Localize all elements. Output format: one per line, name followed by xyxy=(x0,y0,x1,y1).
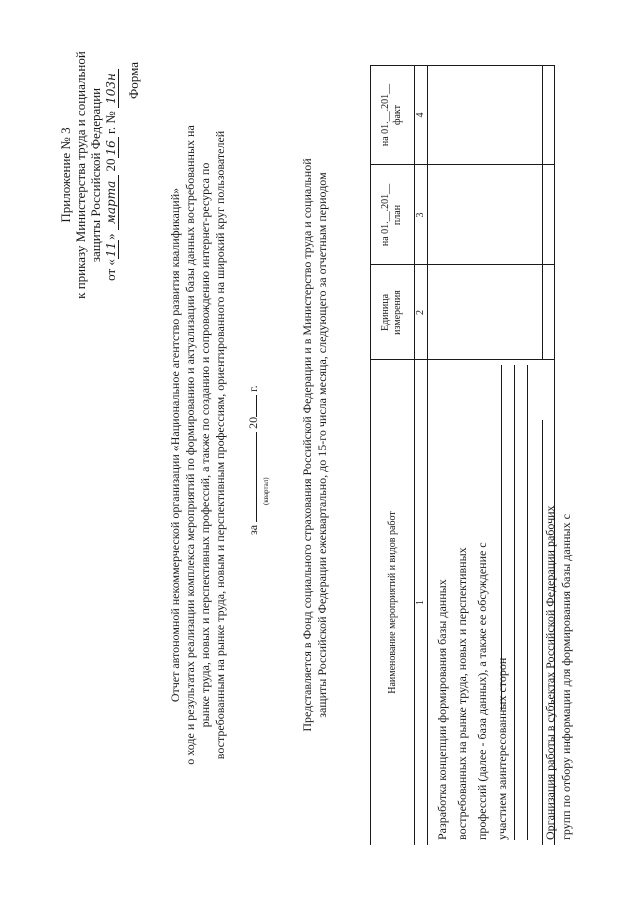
row1-line4: участием заинтересованных сторон xyxy=(495,657,509,840)
col-number-4: 4 xyxy=(415,112,426,118)
date-month: марта xyxy=(104,175,119,230)
date-day: 11 xyxy=(104,241,118,258)
order-date-line xyxy=(103,45,119,305)
submission-note-line1: Представляется в Фонд социального страхования Российской Федерации и в Министерство труда и социальной xyxy=(300,158,314,732)
table-row-2-text xyxy=(542,360,574,840)
period-hint: (квартал) xyxy=(262,477,270,505)
date-mid: » xyxy=(103,233,118,240)
row1-blank-line xyxy=(527,365,528,840)
table-numbers-divider xyxy=(427,65,428,845)
row1-line1: Разработка концепции формирования базы данных xyxy=(435,579,449,840)
report-title-line3: рынке труда, новых и перспективных профессий, а также по созданию и сопровождению интернет-ресурса по xyxy=(198,162,212,728)
period-year-prefix: 20 xyxy=(246,416,260,429)
row2-line1: Организация работы в субъектах Российской Федерации рабочих xyxy=(543,505,557,840)
col-number-3: 3 xyxy=(415,212,426,218)
col-number-2: 2 xyxy=(415,310,426,315)
row1-line3: профессий (далее - база данных), а также ее обсуждение с xyxy=(475,542,489,840)
report-title-line1: Отчет автономной некоммерческой организации «Национальное агентство развития квалификаций» xyxy=(168,187,182,703)
table-row-1-text xyxy=(432,365,512,840)
header-unit: Единица измерения xyxy=(380,290,403,335)
row1-blank-line xyxy=(514,365,515,840)
submission-note xyxy=(300,25,330,865)
table-row-divider xyxy=(542,65,543,360)
appendix-number: Приложение № 3 xyxy=(58,127,73,223)
report-table xyxy=(370,65,573,845)
report-title-line4: востребованным на рынке труда, новым и перспективным профессиям, ориентированного на широкий круг пользователей xyxy=(213,130,227,760)
order-reference-line1: к приказу Министерства труда и социальной xyxy=(73,51,88,299)
row1-line2: востребованных на рынке труда, новых и перспективных xyxy=(455,547,469,840)
order-reference-line2: защиты Российской Федерации xyxy=(88,87,103,263)
submission-note-line2: защиты Российской Федерации ежеквартально, до 15-го числа месяца, следующего за отчетным периодом xyxy=(315,172,329,718)
date-number-prefix: г. № xyxy=(103,111,118,134)
col-number-1: 1 xyxy=(415,600,426,605)
date-year: 16 xyxy=(104,137,119,158)
period-year-blank xyxy=(256,395,257,417)
report-title-line2: о ходе и результатах реализации комплекса мероприятий по формированию и актуализации базы данных востребованных на xyxy=(183,125,197,765)
date-year-prefix: 20 xyxy=(103,158,118,172)
report-period-line xyxy=(246,265,261,535)
header-activity-name: Наименование мероприятий и видов работ xyxy=(386,511,398,694)
report-title xyxy=(168,25,228,865)
row2-line2: групп по отбору информации для формирования базы данных с xyxy=(559,514,573,840)
date-number: 103н xyxy=(104,69,119,108)
row1-blank-line xyxy=(501,365,502,710)
period-quarter-blank xyxy=(256,432,257,522)
period-prefix: за xyxy=(246,524,260,535)
header-plan: на 01.__.201__ план xyxy=(380,183,403,247)
header-fact: на 01.__.201__ факт xyxy=(380,83,403,147)
date-prefix: от « xyxy=(103,259,118,281)
form-label: Форма xyxy=(126,62,141,99)
period-year-suffix: г. xyxy=(246,385,260,392)
appendix-header xyxy=(58,45,119,305)
